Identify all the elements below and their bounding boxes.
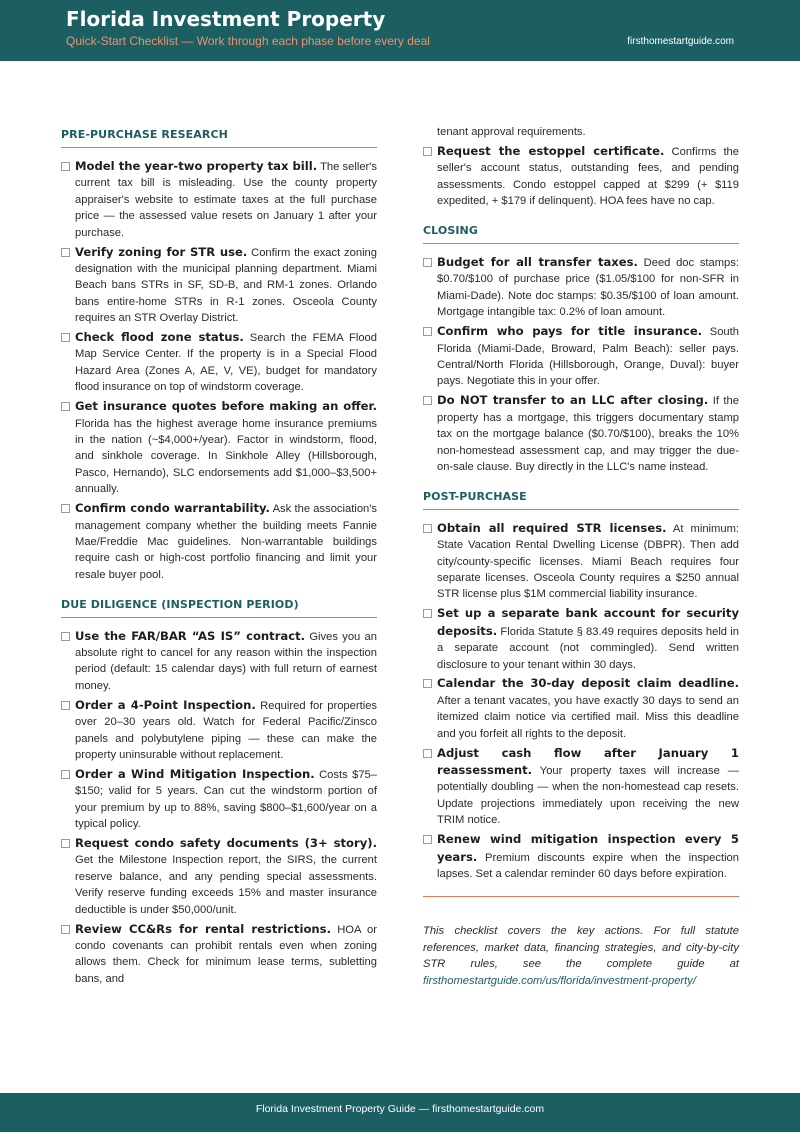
item-text: South Florida (Miami-Dade, Broward, Palm Beach): seller pays. Central/North Florida (Hillsborough, Orange, Duval): buyer pays. Negotiate this in your offer. — [437, 326, 739, 388]
header-site-link[interactable]: firsthomestartguide.com — [627, 36, 734, 47]
checklist-item[interactable] — [61, 500, 377, 583]
item-text: Costs $75–$150; valid for 5 years. Can cut the windstorm portion of your premium by up to 88%, saving $800–$1,600/year on a typical policy. — [75, 768, 378, 831]
note-divider — [423, 896, 739, 897]
note-text: This checklist covers the key actions. For full statute references, market data, financing strategies, and city-by-city STR rules, see the complete guide at — [423, 925, 739, 971]
checkbox-icon[interactable] — [61, 839, 70, 848]
checkbox-icon[interactable] — [423, 835, 432, 844]
guide-link[interactable]: firsthomestartguide.com/us/florida/investment-property/ — [423, 974, 696, 987]
item-lead: Review CC&Rs for rental restrictions. — [75, 921, 331, 936]
item-lead: Confirm condo warrantability. — [75, 501, 270, 516]
item-text: After a tenant vacates, you have exactly 30 days to send an itemized claim notice via certified mail. Miss this deadline and you forfeit all rights to the deposit. — [437, 694, 739, 740]
checkbox-icon[interactable] — [61, 333, 70, 342]
item-lead: Get insurance quotes before making an offer. — [75, 399, 377, 414]
item-lead: Confirm who pays for title insurance. — [437, 324, 703, 339]
item-text: Deed doc stamps: $0.70/$100 of purchase price ($1.05/$100 for non-SFR in Miami-Dade). Note doc stamps: $0.35/$100 of loan amount. Mortgage intangible tax: 0.2% of loan amount. — [437, 257, 739, 319]
checklist-item[interactable] — [61, 628, 377, 695]
checkbox-icon[interactable] — [61, 162, 70, 171]
checkbox-icon[interactable] — [423, 524, 432, 533]
item-text: Florida has the highest average home insurance premiums in the nation (~$4,000+/year). Factor in windstorm, flood, and sinkhole coverage. In Sinkhole Alley (Hillsborough, Pasco, Hernando), SLC endorsements add $1,000–$3,500+ annually. — [75, 417, 377, 496]
checkbox-icon[interactable] — [61, 632, 70, 641]
checklist-item[interactable] — [423, 745, 739, 829]
checklist-item[interactable] — [61, 835, 377, 918]
item-text: Confirms the seller's account status, outstanding fees, and pending assessments. Condo estoppel capped at $299 (+ $119 expedited, + $179 if delinquent). HOA fees have no cap. — [437, 145, 739, 208]
item-lead: Set up a separate bank account for security deposits. — [437, 606, 739, 638]
footer-text: Florida Investment Property Guide — firsthomestartguide.com — [255, 1103, 545, 1115]
guide-note — [423, 923, 739, 989]
item-text: If the property has a mortgage, this triggers documentary stamp tax on the mortgage balance ($0.70/$100), breaks the 10% non-homestead assessment cap, and may trigger the due-on-sale clause. Buy directly in the LLC's name instead. — [437, 395, 739, 473]
item-lead: Adjust cash flow after January 1 reassessment. — [437, 745, 739, 777]
item-lead: Budget for all transfer taxes. — [437, 255, 638, 270]
item-text: Confirm the exact zoning designation with the municipal planning department. Miami Beach bans STRs in SF, SD-B, and RM-1 zones. Orlando bans entire-home STRs in R-1 zones. Osceola County requires an STR Overlay District. — [75, 246, 378, 325]
section-title-pre-purchase: PRE-PURCHASE RESEARCH — [61, 124, 377, 148]
checklist-item[interactable] — [423, 143, 739, 210]
section-title-post-purchase: POST-PURCHASE — [423, 486, 739, 510]
item-continued-text: tenant approval requirements. — [437, 126, 586, 138]
page-title: Florida Investment Property — [66, 7, 386, 31]
checklist-item[interactable] — [61, 398, 377, 497]
checkbox-icon[interactable] — [423, 679, 432, 688]
item-text: Get the Milestone Inspection report, the SIRS, the current reserve balance, and any pending special assessments. Verify reserve funding exceeds 15% and master insurance deductible is under $50,000/unit. — [75, 854, 377, 916]
checklist-item[interactable] — [61, 244, 377, 327]
item-lead: Do NOT transfer to an LLC after closing. — [437, 393, 709, 408]
checkbox-icon[interactable] — [423, 258, 432, 267]
item-lead: Request condo safety documents (3+ story). — [75, 836, 377, 851]
checklist-item[interactable] — [61, 766, 377, 833]
item-text: Gives you an absolute right to cancel for any reason within the inspection period (default: 15 calendar days) with full return of earnest money. — [75, 630, 378, 692]
item-text: Premium discounts expire when the inspection lapses. Set a calendar reminder 60 days before expiration. — [437, 851, 739, 880]
checkbox-icon[interactable] — [61, 701, 70, 710]
checkbox-icon[interactable] — [423, 609, 432, 618]
item-lead: Calendar the 30-day deposit claim deadline. — [437, 676, 739, 691]
checkbox-icon[interactable] — [61, 770, 70, 779]
checkbox-icon[interactable] — [61, 925, 70, 934]
checklist-item[interactable] — [61, 329, 377, 396]
item-lead: Request the estoppel certificate. — [437, 143, 665, 158]
checkbox-icon[interactable] — [423, 327, 432, 336]
checkbox-icon[interactable] — [423, 147, 432, 156]
item-lead: Obtain all required STR licenses. — [437, 520, 667, 535]
item-lead: Renew wind mitigation inspection every 5 years. — [437, 832, 739, 864]
checklist-item[interactable] — [423, 675, 739, 742]
checkbox-icon[interactable] — [61, 248, 70, 257]
checklist-item[interactable] — [423, 831, 739, 882]
checklist-item[interactable] — [423, 520, 739, 603]
checklist-item[interactable] — [61, 158, 377, 241]
section-title-due-diligence: DUE DILIGENCE (INSPECTION PERIOD) — [61, 594, 377, 618]
page-header — [0, 0, 800, 61]
checklist-item[interactable] — [423, 323, 739, 390]
checklist-item[interactable] — [423, 254, 739, 321]
item-lead: Verify zoning for STR use. — [75, 244, 248, 259]
left-column — [61, 124, 377, 990]
checkbox-icon[interactable] — [61, 402, 70, 411]
item-lead: Order a 4-Point Inspection. — [75, 697, 256, 712]
page-footer — [0, 1093, 800, 1132]
item-text: The seller's current tax bill is misleading. Use the county property appraiser's website to estimate taxes at the full purchase price — the assessed value resets on January 1 after your purchase. — [75, 161, 377, 239]
checkbox-icon[interactable] — [423, 749, 432, 758]
checklist-item[interactable] — [61, 697, 377, 764]
checklist-item[interactable] — [61, 921, 377, 988]
checkbox-icon[interactable] — [61, 504, 70, 513]
item-lead: Check flood zone status. — [75, 330, 244, 345]
checklist-item[interactable] — [423, 605, 739, 673]
right-column — [423, 124, 739, 989]
item-lead: Use the FAR/BAR “AS IS” contract. — [75, 628, 306, 643]
item-text: Florida Statute § 83.49 requires deposits held in a separate account (not commingled). Send written disclosure to your tenant within 30 days. — [437, 625, 739, 671]
item-text: Your property taxes will increase — potentially doubling — when the non-homestead cap resets. Update projections immediately upon receiving the new TRIM notice. — [437, 765, 739, 827]
page-subtitle: Quick-Start Checklist — Work through each phase before every deal — [66, 34, 430, 48]
checkbox-icon[interactable] — [423, 396, 432, 405]
item-lead: Order a Wind Mitigation Inspection. — [75, 766, 315, 781]
item-text: Required for properties over 20–30 years old. Watch for Federal Pacific/Zinsco panels and polybutylene piping — these can make the property uninsurable without replacement. — [75, 699, 378, 761]
item-text: Search the FEMA Flood Map Service Center. If the property is in a Special Flood Hazard Area (Zones A, AE, V, VE), budget for mandatory flood insurance on top of windstorm coverage. — [75, 332, 377, 394]
item-text: Ask the association's management company whether the building meets Fannie Mae/Freddie Mac guidelines. Non-warrantable buildings require cash or high-cost portfolio financing and limit your resale buyer pool. — [75, 503, 378, 581]
section-title-closing: CLOSING — [423, 220, 739, 244]
item-text: HOA or condo covenants can prohibit rentals even when zoning allows them. Check for minimum lease terms, subletting bans, and — [75, 923, 377, 985]
checklist-item[interactable] — [423, 392, 739, 475]
item-lead: Model the year-two property tax bill. — [75, 159, 318, 173]
item-text: At minimum: State Vacation Rental Dwelling License (DBPR). Then add city/county-specific licenses. Miami Beach requires four separate licenses. Osceola County requires a $250 annual STR license plus $1M commercial liability insurance. — [437, 522, 739, 601]
